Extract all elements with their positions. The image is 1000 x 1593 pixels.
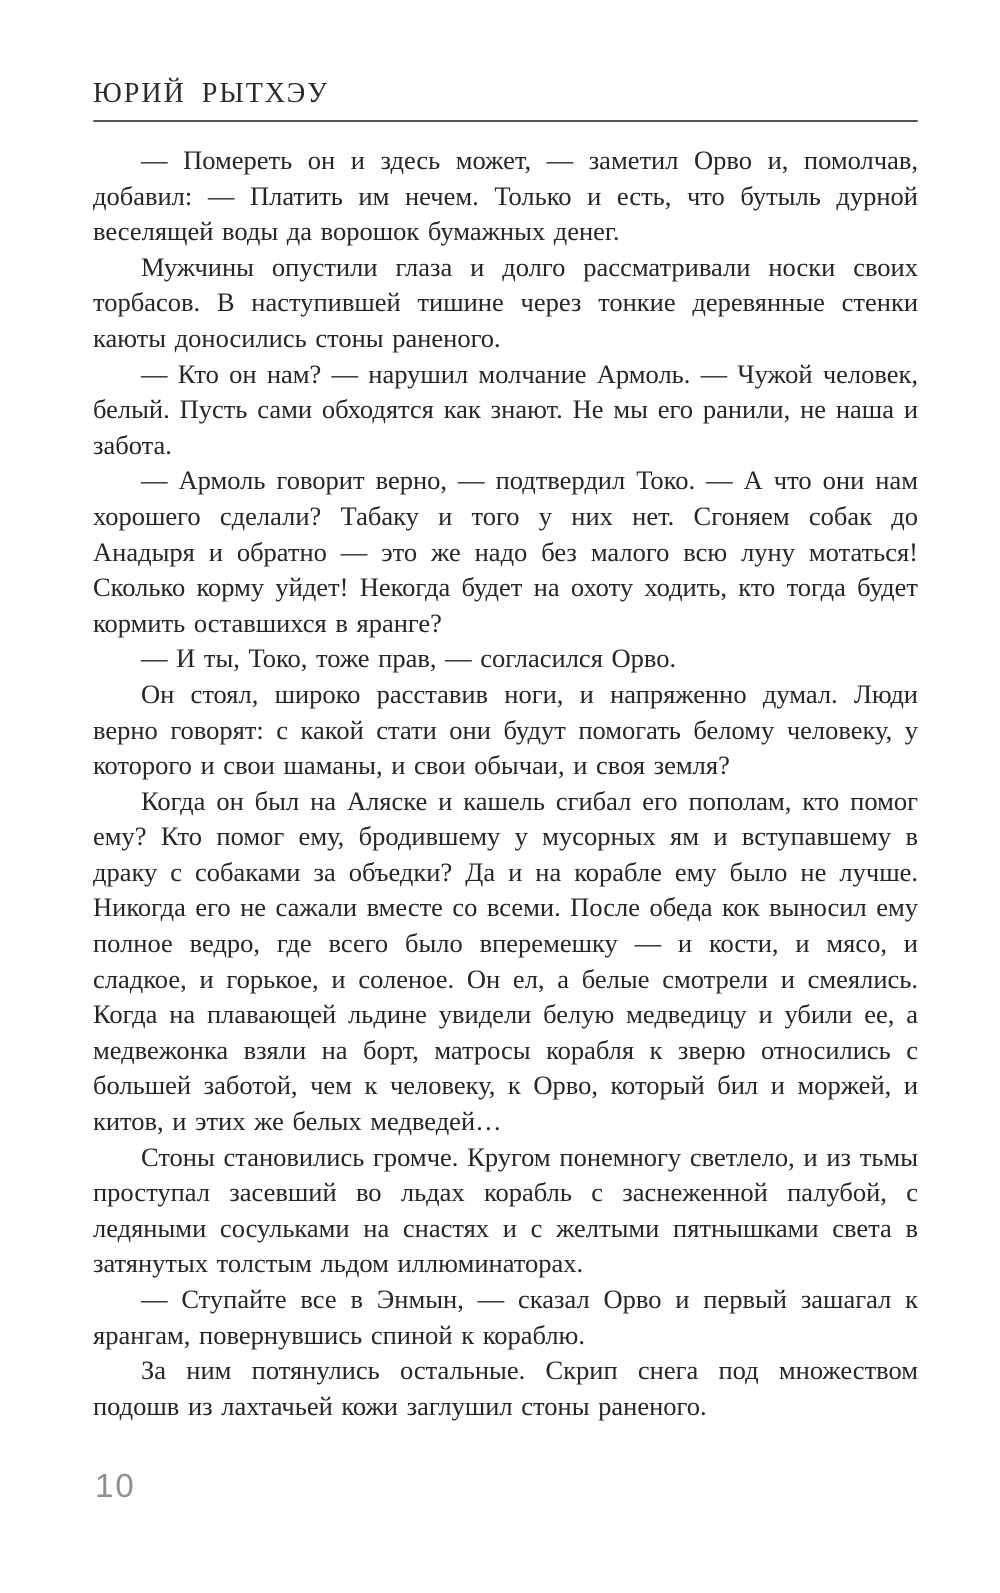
paragraph: Когда он был на Аляске и кашель сгибал его пополам, кто помог ему? Кто помог ему, бродившему у мусорных ям и вступавшему в драку с собаками за объедки? Да и на корабле ему было не лучше. Никогда его не сажали вместе со всеми. После обеда кок выносил ему полное ведро, где всего было вперемешку — и кости, и мясо, и сладкое, и горькое, и соленое. Он ел, а белые смотрели и смеялись. Когда на плавающей льдине увидели белую медведицу и убили ее, а медвежонка взяли на борт, матросы корабля к зверю относились с большей заботой, чем к человеку, к Орво, который бил и моржей, и китов, и этих же белых медведей… bbox=[93, 785, 918, 1137]
paragraph: — Армоль говорит верно, — подтвердил Токо. — А что они нам хорошего сделали? Табаку и того у них нет. Сгоняем собак до Анадыря и обратно — это же надо без малого всю луну мотаться! Сколько корму уйдет! Некогда будет на охоту ходить, кто тогда будет кормить оставшихся в яранге? bbox=[93, 465, 918, 638]
running-head bbox=[93, 80, 918, 122]
paragraph: — Помереть он и здесь может, — заметил Орво и, помолчав, добавил: — Платить им нечем. Только и есть, что бутыль дурной веселящей воды да ворошок бумажных денег. bbox=[93, 145, 918, 247]
paragraph: Мужчины опустили глаза и долго рассматривали носки своих торбасов. В наступившей тишине через тонкие деревянные стенки каюты доносились стоны раненого. bbox=[93, 251, 918, 353]
header-rule bbox=[93, 120, 918, 122]
paragraph: Стоны становились громче. Кругом понемногу светлело, и из тьмы проступал засевший во льдах корабль с заснеженной палубой, с ледяными сосульками на снастях и с желтыми пятнышками света в затянутых толстым льдом иллюминаторах. bbox=[93, 1141, 918, 1279]
paragraph: Он стоял, широко расставив ноги, и напряженно думал. Люди верно говорят: с какой стати они будут помогать белому человеку, у которого и свои шаманы, и свои обычаи, и своя земля? bbox=[93, 678, 918, 781]
paragraph: — И ты, Токо, тоже прав, — согласился Орво. bbox=[141, 643, 677, 674]
paragraph: — Кто он нам? — нарушил молчание Армоль. — Чужой человек, белый. Пусть сами обходятся как знают. Не мы его ранили, не наша и забота. bbox=[93, 358, 918, 460]
page-body-text bbox=[93, 143, 918, 1424]
paragraph: — Ступайте все в Энмын, — сказал Орво и первый зашагал к ярангам, повернувшись спиной к кораблю. bbox=[93, 1284, 918, 1350]
page-number: 10 bbox=[95, 1467, 136, 1504]
author-name: ЮРИЙ РЫТХЭУ bbox=[93, 78, 330, 109]
paragraph: За ним потянулись остальные. Скрип снега под множеством подошв из лахтачьей кожи заглушил стоны раненого. bbox=[93, 1355, 918, 1421]
